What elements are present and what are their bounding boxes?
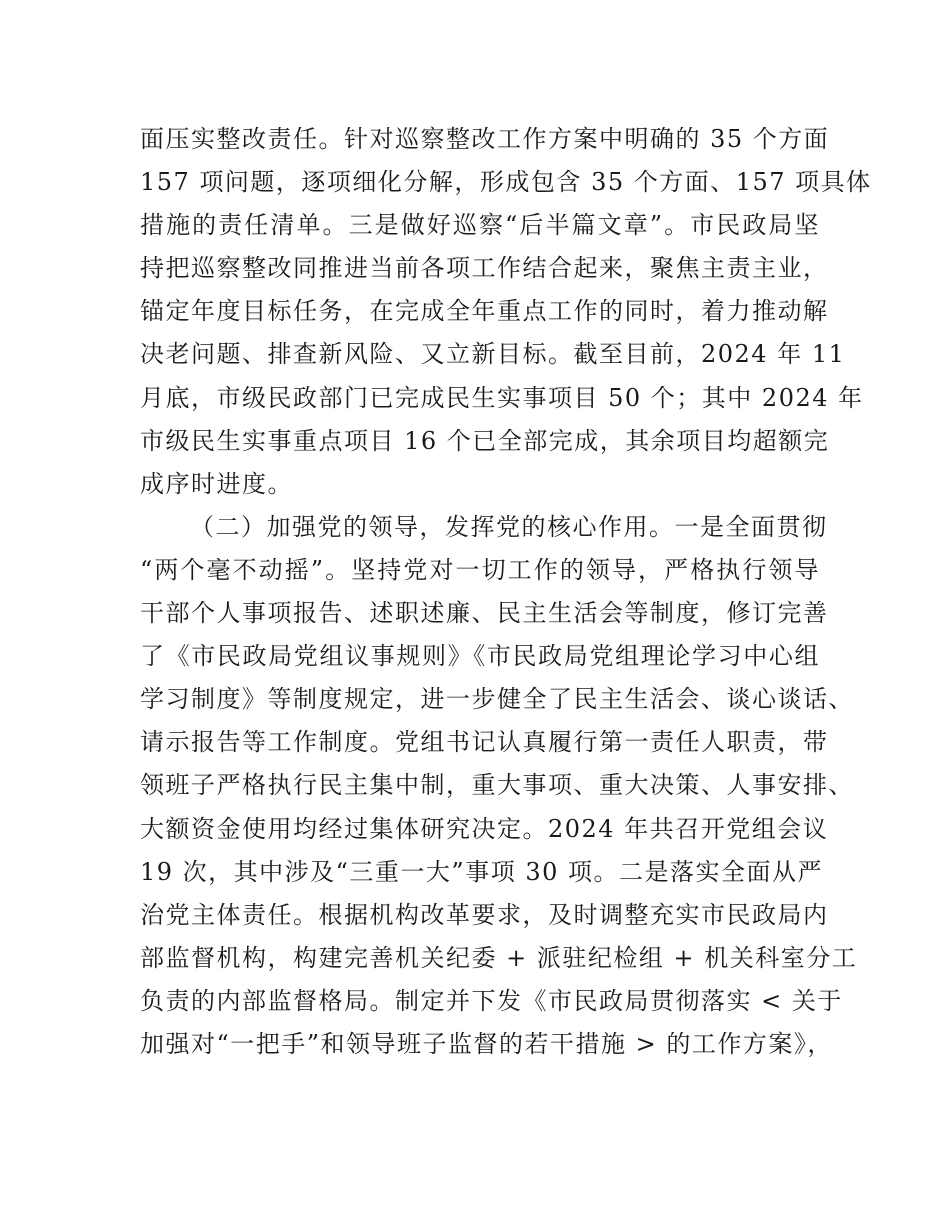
text-line: “两个毫不动摇”。坚持党对一切工作的领导，严格执行领导 (140, 555, 820, 584)
text-line: 请示报告等工作制度。党组书记认真履行第一责任人职责，带 (140, 728, 829, 757)
text-line: 治党主体责任。根据机构改革要求，及时调整充实市民政局内 (140, 900, 829, 929)
section-heading-line: （二）加强党的领导，发挥党的核心作用。一是全面贯彻 (190, 512, 828, 541)
text-line: 了《市民政局党组议事规则》《市民政局党组理论学习中心组 (140, 642, 820, 671)
text-line: 157 项问题，逐项细化分解，形成包含 35 个方面、157 项具体 (140, 168, 872, 197)
text-line: 干部个人事项报告、述职述廉、民主生活会等制度，修订完善 (140, 599, 829, 628)
text-line: 月底，市级民政部门已完成民生实事项目 50 个；其中 2024 年 (140, 383, 864, 412)
text-line: 决老问题、排查新风险、又立新目标。截至目前，2024 年 11 (140, 340, 846, 369)
text-line: 学习制度》等制度规定，进一步健全了民主生活会、谈心谈话、 (140, 685, 854, 714)
text-line: 负责的内部监督格局。制定并下发《市民政局贯彻落实 < 关于 (140, 986, 843, 1015)
document-body (140, 118, 872, 1066)
text-line: 19 次，其中涉及“三重一大”事项 30 项。二是落实全面从严 (140, 857, 824, 886)
text-line: 加强对“一把手”和领导班子监督的若干措施 > 的工作方案》， (140, 1029, 833, 1058)
paragraph-end-line: 成序时进度。 (140, 469, 293, 498)
text-line: 部监督机构，构建完善机关纪委 + 派驻纪检组 + 机关科室分工 (140, 943, 858, 972)
text-line: 措施的责任清单。三是做好巡察“后半篇文章”。市民政局坚 (140, 211, 820, 240)
text-line: 大额资金使用均经过集体研究决定。2024 年共召开党组会议 (140, 814, 829, 843)
text-line: 锚定年度目标任务，在完成全年重点工作的同时，着力推动解 (140, 297, 829, 326)
text-line: 面压实整改责任。针对巡察整改工作方案中明确的 35 个方面 (140, 125, 830, 153)
text-line: 市级民生实事重点项目 16 个已全部完成，其余项目均超额完 (140, 426, 830, 455)
text-line: 领班子严格执行民主集中制，重大事项、重大决策、人事安排、 (140, 771, 854, 800)
text-line: 持把巡察整改同推进当前各项工作结合起来，聚焦主责主业， (140, 254, 829, 283)
